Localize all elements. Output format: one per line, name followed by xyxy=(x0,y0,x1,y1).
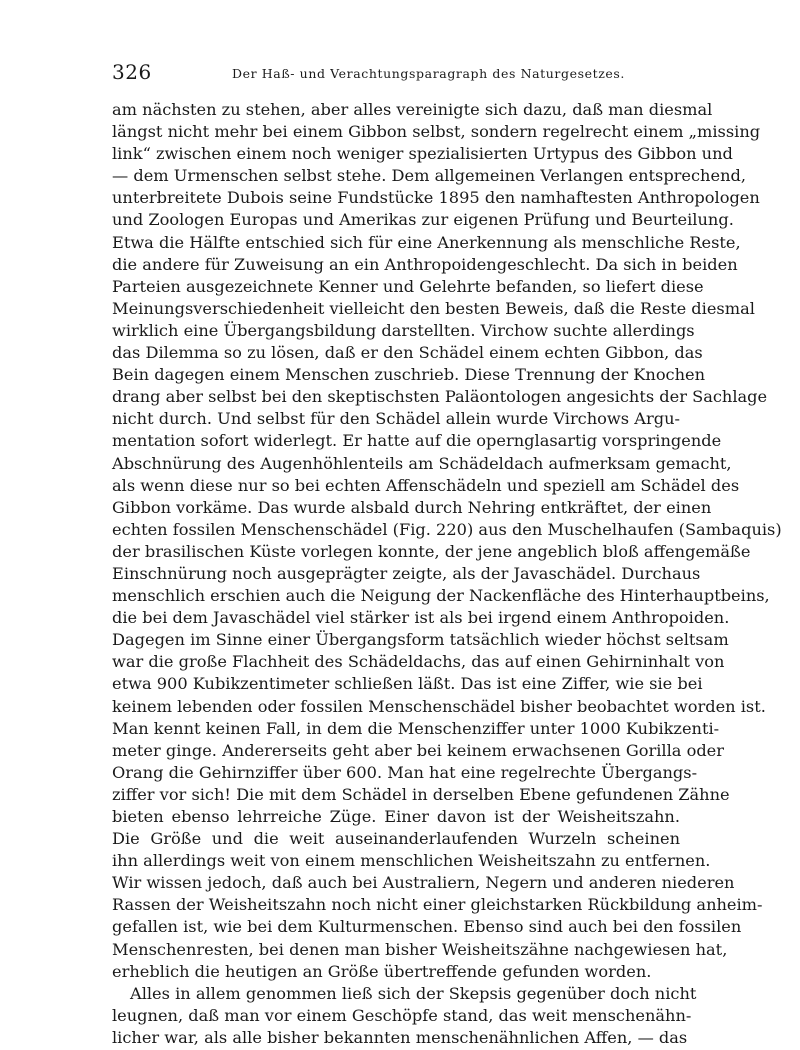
text-line: nicht durch. Und selbst für den Schädel allein wurde Virchows Argu- xyxy=(112,409,680,429)
text-line: das Dilemma so zu lösen, daß er den Schädel einem echten Gibbon, das xyxy=(112,343,703,363)
text-line: leugnen, daß man vor einem Geschöpfe stand, das weit menschenähn- xyxy=(112,1005,692,1025)
text-line: unterbreitete Dubois seine Fundstücke 1895 den namhaftesten Anthropologen xyxy=(112,188,760,208)
text-line: keinem lebenden oder fossilen Menschenschädel bisher beobachtet worden ist. xyxy=(112,696,766,716)
text-line: Einschnürung noch ausgeprägter zeigte, als der Javaschädel. Durchaus xyxy=(112,563,701,583)
text-line: Gibbon vorkäme. Das wurde alsbald durch Nehring entkräftet, der einen xyxy=(112,497,712,517)
paragraph xyxy=(112,99,782,983)
text-line: die andere für Zuweisung an ein Anthropoidengeschlecht. Da sich in beiden xyxy=(112,254,738,274)
text-line: Wir wissen jedoch, daß auch bei Australiern, Negern und anderen niederen xyxy=(112,873,735,893)
text-line: längst nicht mehr bei einem Gibbon selbst, sondern regelrecht einem „missing xyxy=(112,122,761,142)
text-line: Alles in allem genommen ließ sich der Skepsis gegenüber doch nicht xyxy=(130,983,697,1003)
text-line: ziffer vor sich! Die mit dem Schädel in derselben Ebene gefundenen Zähne xyxy=(112,784,730,804)
text-line: licher war, als alle bisher bekannten menschenähnlichen Affen, — das xyxy=(112,1027,688,1047)
page-number: 326 xyxy=(112,60,152,84)
page-header xyxy=(112,58,672,88)
text-line: am nächsten zu stehen, aber alles vereinigte sich dazu, daß man diesmal xyxy=(112,100,713,119)
text-line: menschlich erschien auch die Neigung der Nackenfläche des Hinterhauptbeins, xyxy=(112,586,770,606)
text-line: bieten ebenso lehrreiche Züge. Einer davon ist der Weisheitszahn. xyxy=(112,807,680,826)
text-line: wirklich eine Übergangsbildung darstellten. Virchow suchte allerdings xyxy=(112,320,695,340)
text-line: Meinungsverschiedenheit vielleicht den besten Beweis, daß die Reste diesmal xyxy=(112,298,755,318)
text-line: drang aber selbst bei den skeptischsten Paläontologen angesichts der Sachlage xyxy=(112,387,768,407)
text-line: Die Größe und die weit auseinanderlaufenden Wurzeln scheinen xyxy=(112,829,680,849)
text-line: Parteien ausgezeichnete Kenner und Gelehrte befanden, so liefert diese xyxy=(112,276,704,296)
text-line: Abschnürung des Augenhöhlenteils am Schädeldach aufmerksam gemacht, xyxy=(112,453,732,473)
text-line: ihn allerdings weit von einem menschlichen Weisheitszahn zu entfernen. xyxy=(112,851,711,871)
text-line: Bein dagegen einem Menschen zuschrieb. Diese Trennung der Knochen xyxy=(112,365,706,385)
text-line: als wenn diese nur so bei echten Affenschädeln und speziell am Schädel des xyxy=(112,475,740,495)
body-text xyxy=(112,99,782,1049)
text-line: Etwa die Hälfte entschied sich für eine Anerkennung als menschliche Reste, xyxy=(112,232,741,252)
text-line: gefallen ist, wie bei dem Kulturmenschen. Ebenso sind auch bei den fossilen xyxy=(112,917,742,937)
text-line: war die große Flachheit des Schädeldachs, das auf einen Gehirninhalt von xyxy=(112,652,725,672)
text-line: die bei dem Javaschädel viel stärker ist als bei irgend einem Anthropoiden. xyxy=(112,608,730,628)
text-line: Menschenresten, bei denen man bisher Weisheitszähne nachgewiesen hat, xyxy=(112,939,728,959)
text-line: der brasilischen Küste vorlegen konnte, der jene angeblich bloß affengemäße xyxy=(112,541,751,561)
text-line: Rassen der Weisheitszahn noch nicht einer gleichstarken Rückbildung anheim- xyxy=(112,895,763,915)
text-line: Orang die Gehirnziffer über 600. Man hat eine regelrechte Übergangs- xyxy=(112,762,698,782)
text-line: — dem Urmenschen selbst stehe. Dem allgemeinen Verlangen entsprechend, xyxy=(112,166,746,186)
text-line: Man kennt keinen Fall, in dem die Menschenziffer unter 1000 Kubikzenti- xyxy=(112,718,720,738)
text-line: Dagegen im Sinne einer Übergangsform tatsächlich wieder höchst seltsam xyxy=(112,630,729,650)
text-line: meter ginge. Andererseits geht aber bei keinem erwachsenen Gorilla oder xyxy=(112,740,725,760)
paragraph xyxy=(112,983,697,1049)
text-line: link“ zwischen einem noch weniger spezialisierten Urtypus des Gibbon und xyxy=(112,144,733,164)
running-title: Der Haß- und Verachtungsparagraph des Naturgesetzes. xyxy=(232,66,626,81)
text-line: und Zoologen Europas und Amerikas zur eigenen Prüfung und Beurteilung. xyxy=(112,210,734,230)
text-line: mentation sofort widerlegt. Er hatte auf die opernglasartig vorspringende xyxy=(112,431,722,451)
text-line: echten fossilen Menschenschädel (Fig. 220) aus den Muschelhaufen (Sambaquis) xyxy=(112,519,782,539)
text-line: erheblich die heutigen an Größe übertreffende gefunden worden. xyxy=(112,961,652,981)
text-line: etwa 900 Kubikzentimeter schließen läßt. Das ist eine Ziffer, wie sie bei xyxy=(112,674,703,694)
